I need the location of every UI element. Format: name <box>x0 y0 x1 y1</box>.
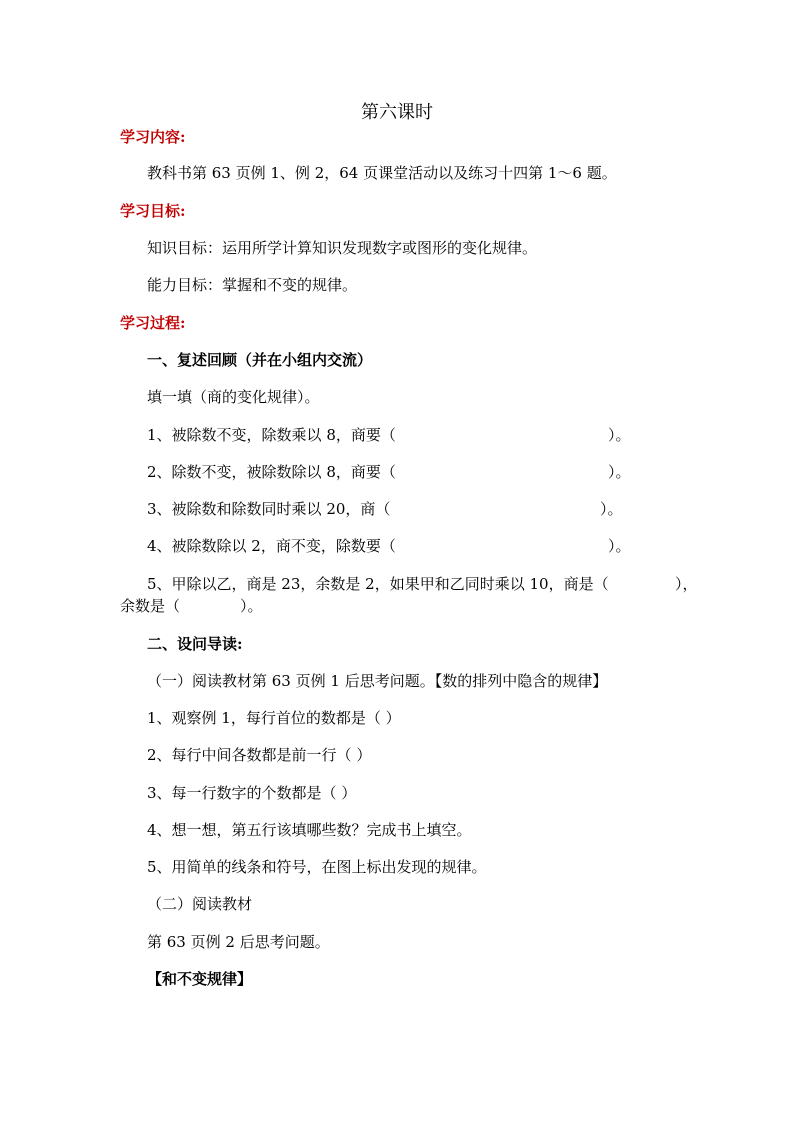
question-5: 5、用简单的线条和符号，在图上标出发现的规律。 <box>147 858 487 876</box>
fill-item-4: 4、被除数除以 2，商不变，除数要（ <box>147 537 396 555</box>
fill-item-1: 1、被除数不变，除数乘以 8，商要（ <box>147 426 396 444</box>
part2-sub2: （二）阅读教材 <box>147 895 253 913</box>
goal-ability: 能力目标：掌握和不变的规律。 <box>147 276 358 294</box>
fill-item-5-remainder: 余数是（ ）。 <box>120 597 263 615</box>
question-2: 2、每行中间各数都是前一行（ ） <box>147 746 372 764</box>
part1-intro: 填一填（商的变化规律）。 <box>147 388 320 406</box>
part1-heading: 一、复述回顾（并在小组内交流） <box>147 351 373 369</box>
content-heading: 学习内容: <box>120 128 186 146</box>
question-1: 1、观察例 1，每行首位的数都是（ ） <box>147 709 401 727</box>
fill-item-5-close: ）， <box>675 575 698 593</box>
goal-knowledge: 知识目标：运用所学计算知识发现数字或图形的变化规律。 <box>147 239 538 257</box>
fill-item-2: 2、除数不变，被除数除以 8，商要（ <box>147 463 396 481</box>
fill-item-5: 5、甲除以乙，商是 23，余数是 2，如果甲和乙同时乘以 10，商是（ <box>147 575 609 593</box>
page-title: 第六课时 <box>361 102 433 123</box>
goal-heading: 学习目标: <box>120 202 186 220</box>
question-4: 4、想一想，第五行该填哪些数？完成书上填空。 <box>147 821 472 839</box>
fill-item-3-close: ）。 <box>600 500 623 518</box>
fill-item-1-close: ）。 <box>608 426 631 444</box>
content-text: 教科书第 63 页例 1、例 2，64 页课堂活动以及练习十四第 1～6 题。 <box>147 164 617 182</box>
part2-heading: 二、设问导读: <box>147 635 243 653</box>
part2-sub2-text: 第 63 页例 2 后思考问题。 <box>147 933 330 951</box>
part2-sub1: （一）阅读教材第 63 页例 1 后思考问题。【数的排列中隐含的规律】 <box>147 672 608 690</box>
rule-label: 【和不变规律】 <box>147 970 253 988</box>
fill-item-2-close: ）。 <box>608 463 631 481</box>
fill-item-3: 3、被除数和除数同时乘以 20，商（ <box>147 500 391 518</box>
fill-item-4-close: ）。 <box>608 537 631 555</box>
process-heading: 学习过程: <box>120 314 186 332</box>
question-3: 3、每一行数字的个数都是（ ） <box>147 784 357 802</box>
